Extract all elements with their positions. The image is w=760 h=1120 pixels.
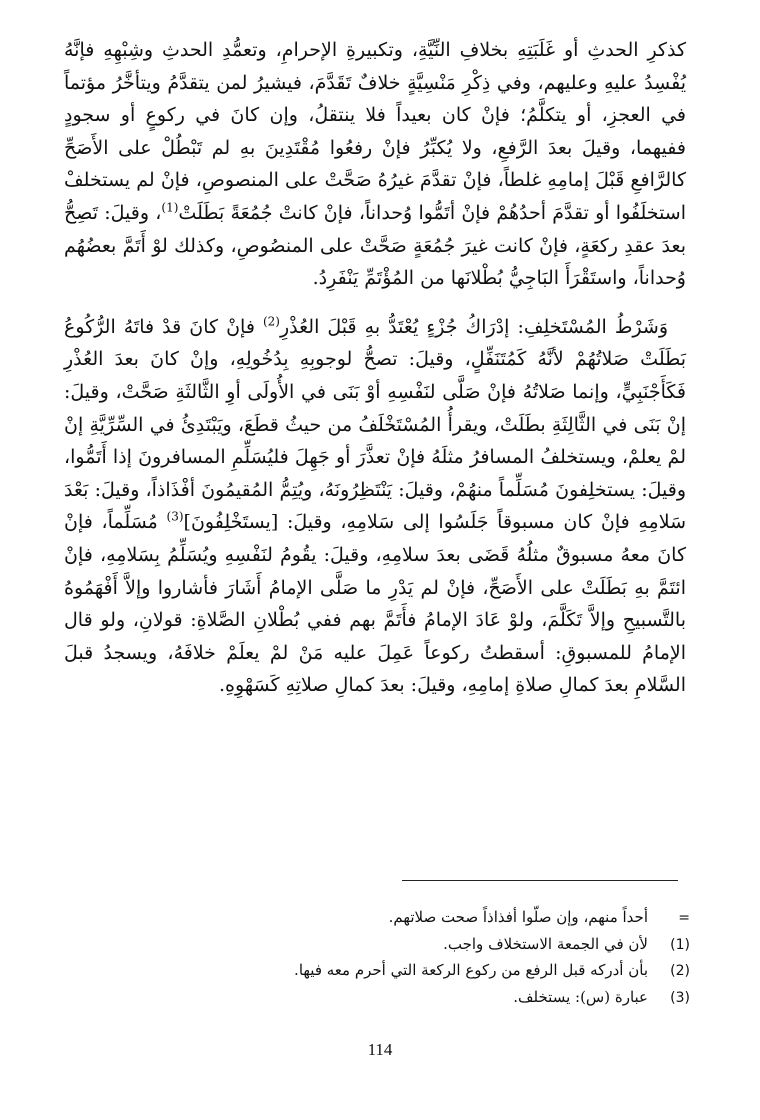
footnote-mark: (3) — [670, 989, 690, 1006]
footnote-ref: (2) — [262, 314, 280, 329]
footnote-text: عبارة (س): يستخلف. — [513, 987, 648, 1006]
paragraph-text: فإنْ كانَ قدْ فاتَهُ الرُّكُوعُ بَطَلَتْ صَلاتُهُمْ لأنَّهُ كَمُتَنَفِّلٍ، وقيلَ: تصحُّ لوجوبِهِ بِدُخُولِهِ، وإنْ كانَ بعدَ العُذْرِ فَكَأَجْنَبِيٍّ، وإنما صَلاتُهُ فإنْ صَلَّى لنَفْسِهِ أوْ بَنَى في الأُولَى أوِ الثَّالثَةِ صَحَّتْ، وقيلَ: إنْ بَنَى في الثَّالِثَةِ بطَلَتْ، ويقرأُ المُسْتَخْلَفُ من حيثُ قطَعَ، ويَبْتَدِئُ في السِّرِّيَّةِ إنْ لمْ يعلمْ، ويستخلفُ المسافرُ مثلَهُ فإنْ تعذَّرَ أو جَهِلَ فليُسَلِّمِ المسافرونَ إذا أَتَمُّوا، وقيلَ: يستخلِفونَ مُسَلِّماً منهُمْ، وقيلَ: يَنْتَظِرُونَهُ، ويُتِمُّ المُقيمُونَ أفْذَاذاً، وقيلَ: بَعْدَ سَلامِهِ فإنْ كان مسبوقاً جَلَسُوا إلى سَلامِهِ، وقيلَ: [يستَخْلِفُونَ] — [64, 315, 686, 534]
paragraph-text: كذكرِ الحدثِ أو غَلَبَتِهِ بخلافِ النِّيَّةِ، وتكبيرةِ الإحرامِ، وتعمُّدِ الحدثِ وشِبْهِهِ فإنَّهُ يُفْسِدُ عليهِ وعليهم، وفي ذِكْرِ مَنْسِيَّةٍ خلافٌ تَقَدَّمَ، فيشيرُ لمن يتقدَّمُ ويتأخَّرُ مؤتماً في العجزِ، أو يتكلَّمُ؛ فإنْ كان بعيداً فلا ينتقلُ، وإن كانَ في ركوعٍ أو سجودٍ ففيهما، وقيلَ بعدَ الرَّفعِ، ولا يُكبِّرُ فإنْ رفعُوا مُقْتَدِينَ بهِ لم تَبْطُلْ على الأَصَحِّ كالرَّافعِ قَبْلَ إمامِهِ غلطاً، فإنْ تقدَّمَ غيرُهُ صَحَّتْ على المنصوصِ، فإنْ لم يستخلفْ استخلَفُوا أو تقدَّمَ أحدُهُمْ فإنْ أتَمُّوا وُحداناً، فإنْ كانتْ جُمُعَةً بَطَلَتْ — [64, 39, 686, 224]
footnote-item — [100, 932, 690, 959]
main-text-body — [64, 34, 686, 702]
paragraph — [64, 34, 686, 295]
footnote-text: بأن أدركه قبل الرفع من ركوع الركعة التي أحرم معه فيها. — [294, 961, 648, 979]
paragraph-text: وَشَرْطُ المُسْتَخلِفِ: إدْرَاكُ جُزْءٍ يُعْتَدُّ بهِ قَبْلَ العُذْرِ — [279, 315, 669, 338]
footnote-item — [100, 905, 690, 932]
paragraph-text: مُسَلِّماً، فإنْ كانَ معهُ مسبوقٌ مثلُهُ قَضَى بعدَ سلامِهِ، وقيلَ: يقُومُ لنَفْسِهِ ويُسَلِّمُ بِسَلامِهِ، فإنْ ائتَمَّ بهِ بَطَلَتْ على الأَصَحِّ، فإنْ لم يَدْرِ ما صَلَّى الإمامُ أَشَارَ فأشاروا وإلاَّ أَفْهَمُوهُ بالتَّسبيحِ وإلاَّ تَكَلَّمَ، ولوْ عَادَ الإمامُ فأَتَمَّ بهم ففي بُطْلانِ الصَّلاةِ: قولانِ، ولو قال الإمامُ للمسبوقِ: أسقطتُ ركوعاً عَمِلَ عليه مَنْ لمْ يعلَمْ خلافَهُ، ويسجدُ قبلَ السَّلامِ بعدَ كمالِ صلاةِ إمامِهِ، وقيلَ: بعدَ كمالِ صلاتِهِ كَسَهْوِهِ. — [64, 511, 686, 697]
footnote-mark: = — [678, 910, 690, 926]
footnote-ref: (3) — [166, 509, 184, 524]
page-number: 114 — [367, 1040, 393, 1059]
footnote-text: لأن في الجمعة الاستخلاف واجب. — [443, 934, 648, 953]
footnote-divider — [402, 880, 678, 881]
footnote-mark: (1) — [670, 936, 690, 953]
footnote-item — [100, 985, 690, 1012]
footnote-ref: (1) — [161, 200, 179, 215]
footnote-mark: (2) — [670, 963, 690, 979]
paragraph-text: ، وقيلَ: تَصِحُّ بعدَ عقدِ ركعَةٍ، فإنْ كانت غيرَ جُمُعَةٍ صَحَّتْ على المنصُوصِ، وكذلك لوْ أَتَمَّ بعضُهُم وُحداناً، واستَقْرَأَ البَاجِيُّ بُطْلانَها من المُؤْتَمِّ يَنْفَرِدُ. — [64, 201, 686, 290]
footnotes — [100, 905, 690, 1011]
footnote-text: أحداً منهم، وإن صلّوا أفذاذاً صحت صلاتهم. — [388, 908, 648, 926]
footnote-item — [100, 958, 690, 985]
paragraph — [64, 311, 686, 702]
